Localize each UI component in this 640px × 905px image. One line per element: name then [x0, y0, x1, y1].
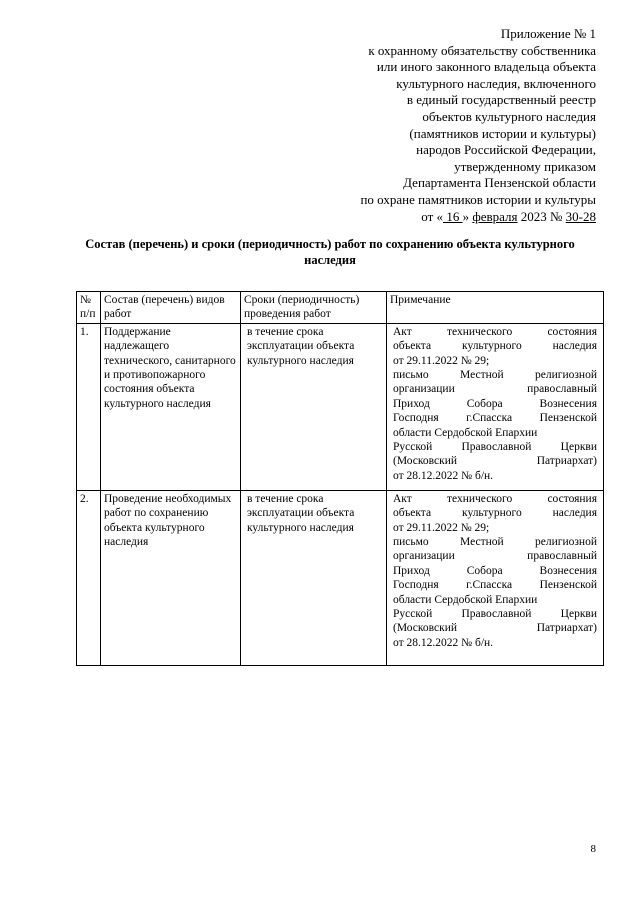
- header-note: Примечание: [387, 292, 604, 324]
- note-line: письмо Местной религиозной: [393, 536, 597, 549]
- note-line: от 29.11.2022 № 29;: [393, 521, 490, 534]
- note-line: Акт технического состояния: [393, 325, 597, 338]
- note-line: от 28.12.2022 № б/н.: [393, 636, 494, 649]
- order-number: 30-28: [565, 208, 596, 224]
- note-line: Приход Собора Вознесения: [393, 564, 597, 577]
- header-line: или иного законного владельца объекта: [376, 59, 596, 75]
- cell-work: Проведение необходимых работ по сохранению объекта культурного наследия: [101, 490, 241, 665]
- table-row: [77, 323, 604, 490]
- order-prefix: от «: [421, 208, 444, 224]
- header-num: № п/п: [77, 292, 101, 324]
- cell-note: [387, 323, 604, 490]
- note-line: области Сердобской Епархии: [393, 593, 538, 606]
- note-line: от 29.11.2022 № 29;: [393, 354, 490, 367]
- note-line: от 28.12.2022 № б/н.: [393, 469, 494, 482]
- header-period: Сроки (периодичность) проведения работ: [241, 292, 387, 324]
- note-line: области Сердобской Епархии: [393, 426, 538, 439]
- header-line: к охранному обязательству собственника: [368, 42, 596, 58]
- cell-period: в течение срока эксплуатации объекта культурного наследия: [241, 323, 387, 490]
- header-line: объектов культурного наследия: [422, 108, 596, 124]
- note-line: Приход Собора Вознесения: [393, 397, 597, 410]
- appendix-header: [296, 26, 596, 225]
- note-line: (Московский Патриархат): [393, 455, 597, 468]
- note-line: Русской Православной Церкви: [393, 608, 597, 621]
- header-line: культурного наследия, включенного: [396, 75, 596, 91]
- header-line: народов Российской Федерации,: [416, 142, 596, 158]
- header-line: Приложение № 1: [500, 26, 596, 41]
- order-month: февраля: [472, 208, 518, 224]
- order-year: 2023 №: [517, 208, 566, 224]
- document-title: [60, 237, 600, 268]
- title-line-1: Состав (перечень) и сроки (периодичность) работ по сохранению объекта культурного: [85, 237, 575, 251]
- note-line: объекта культурного наследия: [393, 507, 597, 520]
- works-table: [76, 291, 604, 666]
- note-line: объекта культурного наследия: [393, 340, 597, 353]
- note-line: организации православный: [393, 550, 597, 563]
- header-line: утвержденному приказом: [454, 158, 596, 174]
- title-line-2: наследия: [304, 252, 356, 267]
- table-row: [77, 490, 604, 665]
- order-reference: [296, 209, 596, 226]
- cell-note: [387, 490, 604, 665]
- order-sep: »: [462, 208, 473, 224]
- header-line: (памятников истории и культуры): [409, 125, 596, 141]
- note-line: организации православный: [393, 383, 597, 396]
- header-line: в единый государственный реестр: [406, 92, 596, 108]
- cell-num: 2.: [77, 490, 101, 665]
- note-line: Русской Православной Церкви: [393, 441, 597, 454]
- cell-work: Поддержание надлежащего технического, санитарного и противопожарного состояния объекта культурного наследия: [101, 323, 241, 490]
- header-work: Состав (перечень) видов работ: [101, 292, 241, 324]
- note-line: Господня г.Спасска Пензенской: [393, 412, 597, 425]
- order-day: 16: [443, 208, 463, 224]
- note-line: (Московский Патриархат): [393, 622, 597, 635]
- page-number: 8: [590, 843, 596, 855]
- note-line: письмо Местной религиозной: [393, 369, 597, 382]
- cell-num: 1.: [77, 323, 101, 490]
- header-line: Департамента Пензенской области: [403, 175, 596, 191]
- header-line: по охране памятников истории и культуры: [360, 191, 596, 207]
- note-line: Господня г.Спасска Пензенской: [393, 579, 597, 592]
- table-header-row: [77, 292, 604, 324]
- cell-period: в течение срока эксплуатации объекта культурного наследия: [241, 490, 387, 665]
- note-line: Акт технического состояния: [393, 492, 597, 505]
